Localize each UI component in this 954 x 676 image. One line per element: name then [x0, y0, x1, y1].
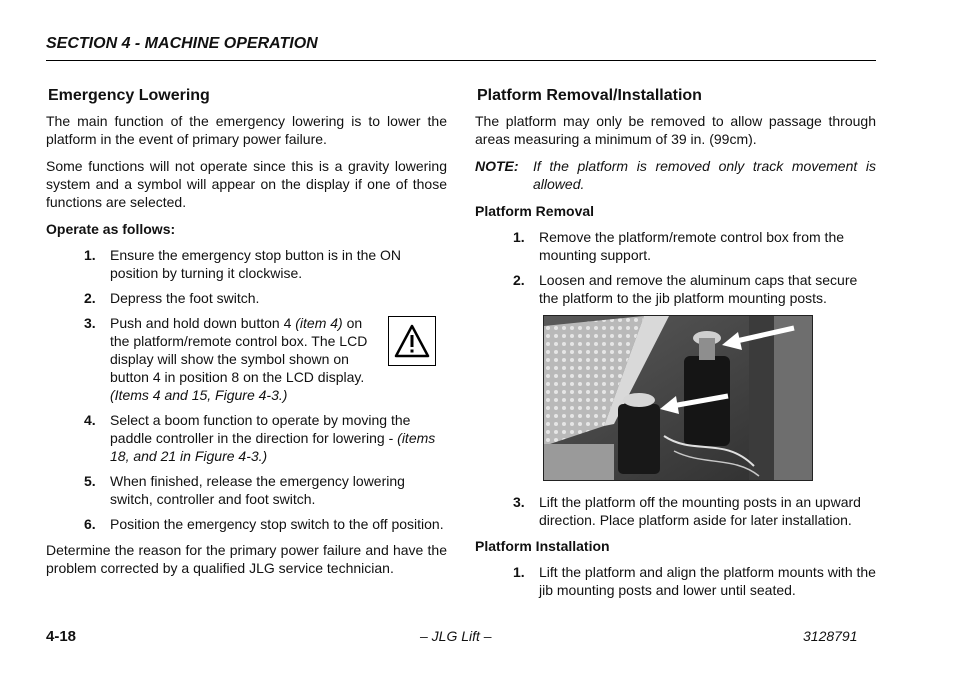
step-text: Lift the platform and align the platform mounts with the jib mounting posts and lower until seated. [539, 564, 876, 598]
list-item [475, 493, 876, 529]
note-text: If the platform is removed only track movement is allowed. [533, 158, 876, 192]
left-column [46, 86, 447, 586]
list-item [475, 228, 876, 264]
emergency-lowering-heading: Emergency Lowering [48, 87, 210, 104]
header-rule [46, 60, 876, 61]
step-text: Depress the foot switch. [110, 290, 260, 306]
operate-steps [46, 246, 447, 533]
right-column [475, 86, 876, 607]
warning-triangle-icon [393, 323, 431, 359]
step-text: Select a boom function to operate by moving the paddle controller in the direction for lowering - [110, 412, 411, 446]
step-number: 3. [84, 315, 96, 331]
list-item [475, 563, 876, 599]
step-number: 4. [84, 412, 96, 428]
step-text: Lift the platform off the mounting posts in an upward direction. Place platform aside for later installation. [539, 494, 861, 528]
footer-title: – JLG Lift – [420, 628, 492, 644]
removal-steps [475, 228, 876, 307]
note [475, 157, 876, 193]
list-item [46, 289, 447, 307]
step-number: 6. [84, 516, 96, 532]
list-item [46, 411, 447, 465]
platform-installation-heading: Platform Installation [475, 538, 610, 554]
paragraph: The main function of the emergency lowering is to lower the platform in the event of primary power failure. [46, 113, 447, 147]
step-number: 5. [84, 473, 96, 489]
operate-heading: Operate as follows: [46, 221, 176, 237]
step-text: Position the emergency stop switch to the off position. [110, 516, 444, 532]
step-number: 1. [513, 229, 525, 245]
list-item [46, 472, 447, 508]
list-item [46, 246, 447, 282]
page-number: 4-18 [46, 628, 77, 645]
step-text: When finished, release the emergency lowering switch, controller and foot switch. [110, 473, 405, 507]
list-item [475, 271, 876, 307]
platform-mounting-photo [543, 315, 813, 481]
step-number: 2. [84, 290, 96, 306]
document-number: 3128791 [803, 628, 858, 644]
list-item [46, 515, 447, 533]
closing-paragraph: Determine the reason for the primary power failure and have the problem corrected by a qualified JLG service technician. [46, 542, 447, 576]
step-number: 1. [513, 564, 525, 580]
step-text: Push and hold down button 4 [110, 315, 296, 331]
note-label: NOTE: [475, 158, 519, 174]
step-number: 1. [84, 247, 96, 263]
paragraph: The platform may only be removed to allow passage through areas measuring a minimum of 39 in. (99cm). [475, 113, 876, 147]
platform-removal-installation-heading: Platform Removal/Installation [477, 87, 702, 104]
paragraph: Some functions will not operate since this is a gravity lowering system and a symbol will appear on the display if one of those functions are selected. [46, 158, 447, 210]
step-ref: (item 4) [295, 315, 343, 331]
step-text: on the platform/remote control box. The LCD display will show the symbol shown on button 4 in position 8 on the LCD display. [110, 315, 368, 385]
step-text: Ensure the emergency stop button is in the ON position by turning it clockwise. [110, 247, 402, 281]
step-text: Loosen and remove the aluminum caps that secure the platform to the jib platform mounting posts. [539, 272, 858, 306]
photo-illustration [544, 316, 812, 480]
step-ref: (Items 4 and 15, Figure 4-3.) [110, 387, 288, 403]
installation-steps [475, 563, 876, 599]
section-title: SECTION 4 - MACHINE OPERATION [46, 35, 318, 52]
step-text: Remove the platform/remote control box from the mounting support. [539, 229, 845, 263]
step-number: 2. [513, 272, 525, 288]
step-ref: (items 18, and 21 in Figure 4-3.) [110, 430, 436, 464]
list-item [46, 314, 447, 404]
removal-steps-continued [475, 493, 876, 529]
warning-symbol-box [388, 316, 436, 366]
step-number: 3. [513, 494, 525, 510]
platform-removal-heading: Platform Removal [475, 203, 595, 219]
